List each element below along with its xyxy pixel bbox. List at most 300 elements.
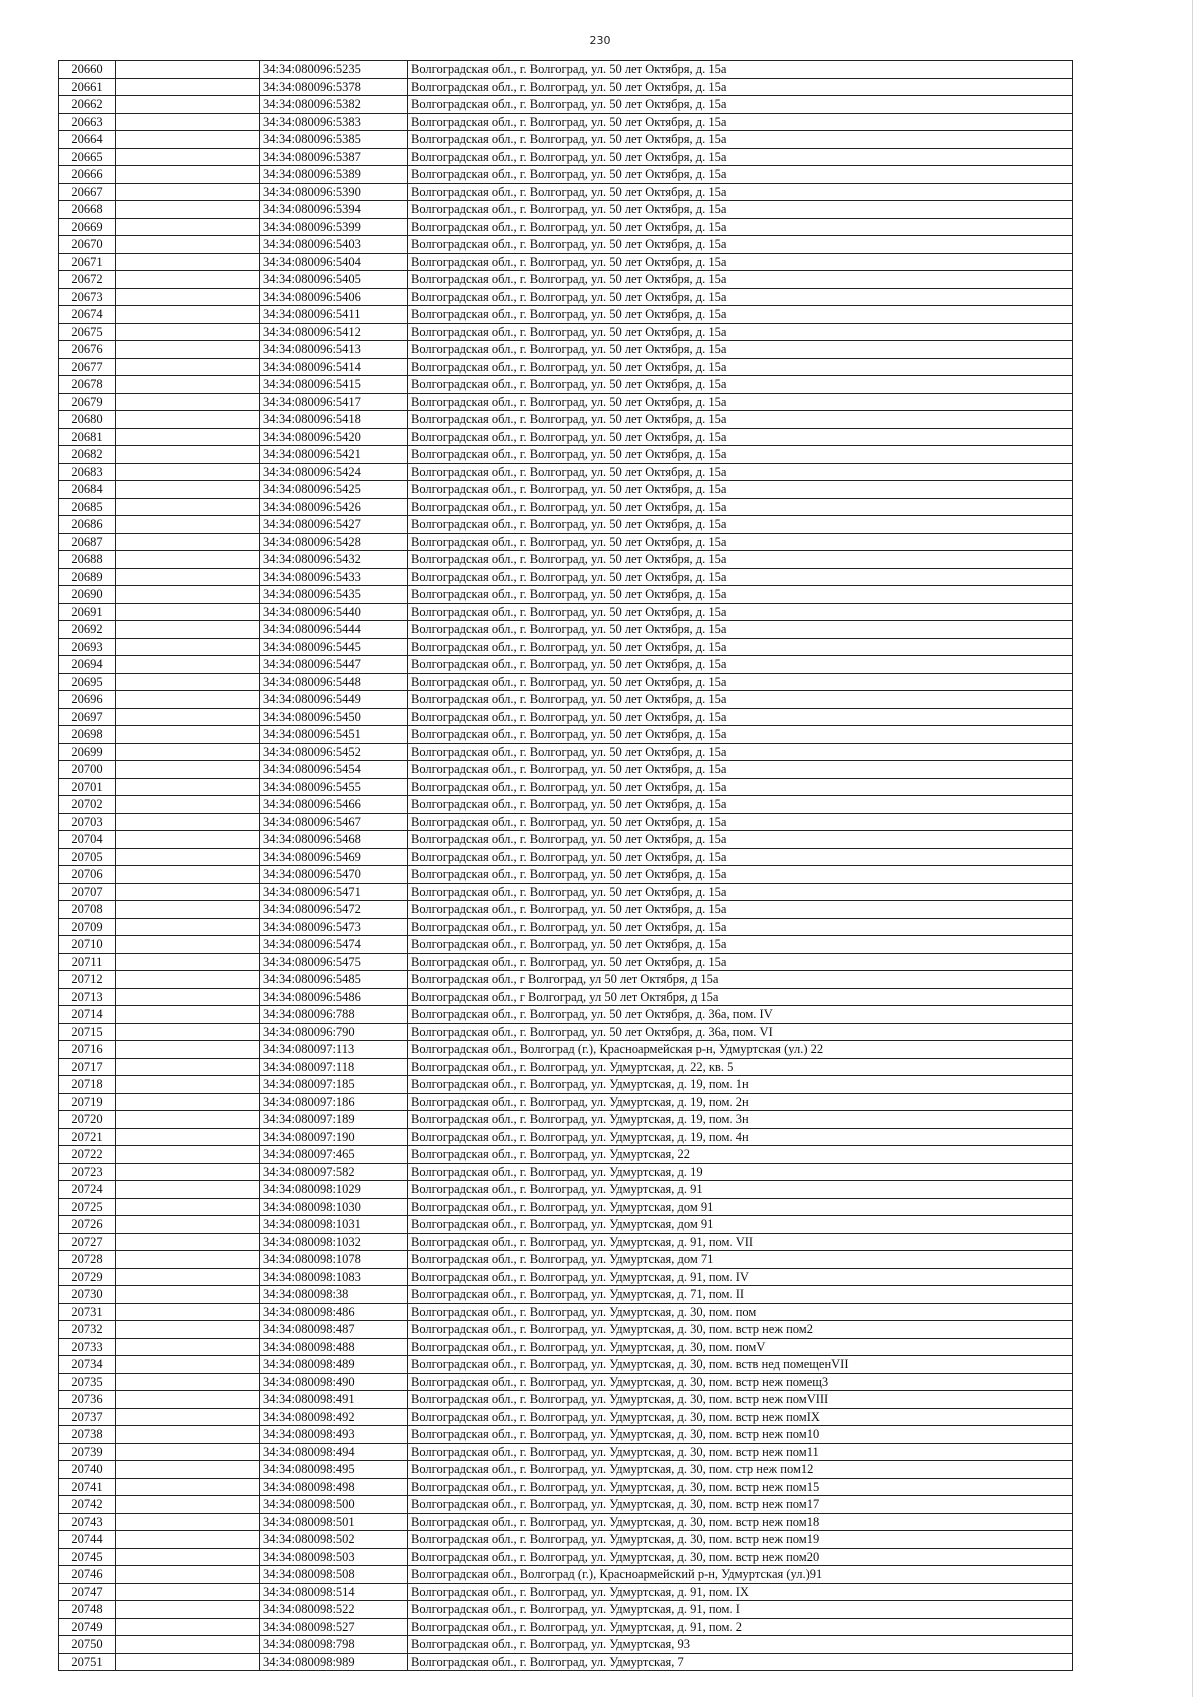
- row-number-cell: 20685: [59, 498, 116, 516]
- table-row: [59, 673, 1073, 691]
- address-cell: Волгоградская обл., г. Волгоград, ул. Удмуртская, д. 30, пом. встр неж пом2: [408, 1321, 1073, 1339]
- table-row: [59, 533, 1073, 551]
- row-number-cell: 20692: [59, 621, 116, 639]
- cadastral-number-cell: 34:34:080098:500: [260, 1496, 408, 1514]
- cadastral-number-cell: 34:34:080098:508: [260, 1566, 408, 1584]
- address-cell: Волгоградская обл., г. Волгоград, ул. 50 лет Октября, д. 15а: [408, 183, 1073, 201]
- address-cell: Волгоградская обл., г. Волгоград, ул. Удмуртская, д. 30, пом. встр неж пом20: [408, 1548, 1073, 1566]
- address-cell: Волгоградская обл., г. Волгоград, ул. Удмуртская, д. 91, пом. IV: [408, 1268, 1073, 1286]
- address-cell: Волгоградская обл., г. Волгоград, ул. 50 лет Октября, д. 36а, пом. IV: [408, 1006, 1073, 1024]
- row-number-cell: 20743: [59, 1513, 116, 1531]
- cadastral-number-cell: 34:34:080098:487: [260, 1321, 408, 1339]
- row-number-cell: 20710: [59, 936, 116, 954]
- row-number-cell: 20682: [59, 446, 116, 464]
- table-row: [59, 1006, 1073, 1024]
- table-row: [59, 761, 1073, 779]
- row-number-cell: 20713: [59, 988, 116, 1006]
- table-row: [59, 936, 1073, 954]
- blank-cell: [116, 166, 260, 184]
- address-cell: Волгоградская обл., г. Волгоград, ул. 50 лет Октября, д. 15а: [408, 551, 1073, 569]
- cadastral-number-cell: 34:34:080096:5385: [260, 131, 408, 149]
- table-row: [59, 1216, 1073, 1234]
- table-row: [59, 1251, 1073, 1269]
- blank-cell: [116, 568, 260, 586]
- cadastral-number-cell: 34:34:080098:1031: [260, 1216, 408, 1234]
- cadastral-number-cell: 34:34:080096:5378: [260, 78, 408, 96]
- row-number-cell: 20679: [59, 393, 116, 411]
- blank-cell: [116, 796, 260, 814]
- row-number-cell: 20719: [59, 1093, 116, 1111]
- blank-cell: [116, 1461, 260, 1479]
- table-row: [59, 551, 1073, 569]
- address-cell: Волгоградская обл., г. Волгоград, ул. Удмуртская, д. 30, пом. встр неж пом18: [408, 1513, 1073, 1531]
- address-cell: Волгоградская обл., г. Волгоград, ул. Удмуртская, д. 30, пом. встр неж пом11: [408, 1443, 1073, 1461]
- cadastral-number-cell: 34:34:080096:5467: [260, 813, 408, 831]
- table-row: [59, 376, 1073, 394]
- address-cell: Волгоградская обл., г. Волгоград, ул. 50 лет Октября, д. 15а: [408, 918, 1073, 936]
- blank-cell: [116, 953, 260, 971]
- address-cell: Волгоградская обл., г. Волгоград, ул. 50 лет Октября, д. 15а: [408, 691, 1073, 709]
- table-row: [59, 1338, 1073, 1356]
- row-number-cell: 20690: [59, 586, 116, 604]
- table-row: [59, 656, 1073, 674]
- address-cell: Волгоградская обл., г. Волгоград, ул. Удмуртская, д. 19, пом. 4н: [408, 1128, 1073, 1146]
- cadastral-number-cell: 34:34:080096:5445: [260, 638, 408, 656]
- row-number-cell: 20680: [59, 411, 116, 429]
- row-number-cell: 20717: [59, 1058, 116, 1076]
- blank-cell: [116, 936, 260, 954]
- blank-cell: [116, 1093, 260, 1111]
- address-cell: Волгоградская обл., г. Волгоград, ул. 50 лет Октября, д. 15а: [408, 61, 1073, 79]
- cadastral-number-cell: 34:34:080098:494: [260, 1443, 408, 1461]
- cadastral-number-cell: 34:34:080098:501: [260, 1513, 408, 1531]
- row-number-cell: 20739: [59, 1443, 116, 1461]
- row-number-cell: 20705: [59, 848, 116, 866]
- blank-cell: [116, 831, 260, 849]
- blank-cell: [116, 236, 260, 254]
- table-row: [59, 831, 1073, 849]
- address-cell: Волгоградская обл., г. Волгоград, ул. 50 лет Октября, д. 15а: [408, 288, 1073, 306]
- blank-cell: [116, 1251, 260, 1269]
- cadastral-number-cell: 34:34:080096:5428: [260, 533, 408, 551]
- row-number-cell: 20662: [59, 96, 116, 114]
- table-row: [59, 323, 1073, 341]
- address-cell: Волгоградская обл., Волгоград (г.), Красноармейская р-н, Удмуртская (ул.) 22: [408, 1041, 1073, 1059]
- address-cell: Волгоградская обл., г. Волгоград, ул. 50 лет Октября, д. 15а: [408, 358, 1073, 376]
- address-cell: Волгоградская обл., г. Волгоград, ул. 50 лет Октября, д. 15а: [408, 936, 1073, 954]
- row-number-cell: 20696: [59, 691, 116, 709]
- row-number-cell: 20742: [59, 1496, 116, 1514]
- cadastral-number-cell: 34:34:080096:5424: [260, 463, 408, 481]
- address-cell: Волгоградская обл., г. Волгоград, ул. 50 лет Октября, д. 15а: [408, 96, 1073, 114]
- blank-cell: [116, 918, 260, 936]
- row-number-cell: 20683: [59, 463, 116, 481]
- cadastral-number-cell: 34:34:080096:5425: [260, 481, 408, 499]
- cadastral-number-cell: 34:34:080096:5417: [260, 393, 408, 411]
- cadastral-number-cell: 34:34:080096:5468: [260, 831, 408, 849]
- blank-cell: [116, 883, 260, 901]
- cadastral-number-cell: 34:34:080096:5452: [260, 743, 408, 761]
- table-row: [59, 1303, 1073, 1321]
- table-row: [59, 1531, 1073, 1549]
- blank-cell: [116, 1373, 260, 1391]
- table-row: [59, 1093, 1073, 1111]
- table-row: [59, 1321, 1073, 1339]
- table-row: [59, 1443, 1073, 1461]
- blank-cell: [116, 253, 260, 271]
- row-number-cell: 20712: [59, 971, 116, 989]
- row-number-cell: 20736: [59, 1391, 116, 1409]
- blank-cell: [116, 323, 260, 341]
- address-cell: Волгоградская обл., г. Волгоград, ул. 50 лет Октября, д. 15а: [408, 831, 1073, 849]
- blank-cell: [116, 1128, 260, 1146]
- blank-cell: [116, 1006, 260, 1024]
- row-number-cell: 20732: [59, 1321, 116, 1339]
- cadastral-number-cell: 34:34:080096:5382: [260, 96, 408, 114]
- row-number-cell: 20735: [59, 1373, 116, 1391]
- address-cell: Волгоградская обл., г. Волгоград, ул. Удмуртская, д. 19, пом. 3н: [408, 1111, 1073, 1129]
- address-cell: Волгоградская обл., г. Волгоград, ул. 50 лет Октября, д. 15а: [408, 131, 1073, 149]
- cadastral-number-cell: 34:34:080098:502: [260, 1531, 408, 1549]
- blank-cell: [116, 288, 260, 306]
- table-row: [59, 201, 1073, 219]
- address-cell: Волгоградская обл., г. Волгоград, ул. 50 лет Октября, д. 15а: [408, 446, 1073, 464]
- blank-cell: [116, 358, 260, 376]
- blank-cell: [116, 201, 260, 219]
- table-row: [59, 708, 1073, 726]
- blank-cell: [116, 271, 260, 289]
- address-cell: Волгоградская обл., г. Волгоград, ул. 50 лет Октября, д. 15а: [408, 428, 1073, 446]
- blank-cell: [116, 498, 260, 516]
- row-number-cell: 20672: [59, 271, 116, 289]
- blank-cell: [116, 761, 260, 779]
- row-number-cell: 20711: [59, 953, 116, 971]
- blank-cell: [116, 1426, 260, 1444]
- table-row: [59, 61, 1073, 79]
- cadastral-number-cell: 34:34:080096:5474: [260, 936, 408, 954]
- blank-cell: [116, 866, 260, 884]
- table-row: [59, 971, 1073, 989]
- row-number-cell: 20720: [59, 1111, 116, 1129]
- table-row: [59, 1566, 1073, 1584]
- table-row: [59, 1023, 1073, 1041]
- cadastral-number-cell: 34:34:080098:522: [260, 1601, 408, 1619]
- table-row: [59, 1198, 1073, 1216]
- blank-cell: [116, 621, 260, 639]
- cadastral-number-cell: 34:34:080098:488: [260, 1338, 408, 1356]
- address-cell: Волгоградская обл., г. Волгоград, ул. 50 лет Октября, д. 15а: [408, 883, 1073, 901]
- blank-cell: [116, 393, 260, 411]
- blank-cell: [116, 586, 260, 604]
- address-cell: Волгоградская обл., г. Волгоград, ул. Удмуртская, д. 30, пом. встр неж пом15: [408, 1478, 1073, 1496]
- blank-cell: [116, 306, 260, 324]
- row-number-cell: 20667: [59, 183, 116, 201]
- row-number-cell: 20704: [59, 831, 116, 849]
- row-number-cell: 20725: [59, 1198, 116, 1216]
- cadastral-number-cell: 34:34:080098:514: [260, 1583, 408, 1601]
- address-cell: Волгоградская обл., г. Волгоград, ул. 50 лет Октября, д. 15а: [408, 516, 1073, 534]
- address-cell: Волгоградская обл., г. Волгоград, ул. 50 лет Октября, д. 15а: [408, 498, 1073, 516]
- table-row: [59, 481, 1073, 499]
- address-cell: Волгоградская обл., г. Волгоград, ул. 50 лет Октября, д. 15а: [408, 586, 1073, 604]
- blank-cell: [116, 131, 260, 149]
- address-cell: Волгоградская обл., г. Волгоград, ул. Удмуртская, д. 30, пом. встр неж пом10: [408, 1426, 1073, 1444]
- table-row: [59, 1163, 1073, 1181]
- address-cell: Волгоградская обл., г. Волгоград, ул. Удмуртская, д. 30, пом. встр неж пом19: [408, 1531, 1073, 1549]
- table-row: [59, 848, 1073, 866]
- cadastral-number-cell: 34:34:080098:1078: [260, 1251, 408, 1269]
- address-cell: Волгоградская обл., г. Волгоград, ул. 50 лет Октября, д. 15а: [408, 866, 1073, 884]
- blank-cell: [116, 743, 260, 761]
- cadastral-number-cell: 34:34:080098:486: [260, 1303, 408, 1321]
- blank-cell: [116, 113, 260, 131]
- blank-cell: [116, 708, 260, 726]
- table-row: [59, 726, 1073, 744]
- row-number-cell: 20745: [59, 1548, 116, 1566]
- address-cell: Волгоградская обл., г. Волгоград, ул. 50 лет Октября, д. 15а: [408, 796, 1073, 814]
- blank-cell: [116, 1146, 260, 1164]
- row-number-cell: 20702: [59, 796, 116, 814]
- blank-cell: [116, 1391, 260, 1409]
- row-number-cell: 20709: [59, 918, 116, 936]
- blank-cell: [116, 411, 260, 429]
- table-row: [59, 586, 1073, 604]
- cadastral-number-cell: 34:34:080096:5405: [260, 271, 408, 289]
- row-number-cell: 20695: [59, 673, 116, 691]
- table-row: [59, 1041, 1073, 1059]
- row-number-cell: 20750: [59, 1636, 116, 1654]
- row-number-cell: 20734: [59, 1356, 116, 1374]
- row-number-cell: 20715: [59, 1023, 116, 1041]
- row-number-cell: 20681: [59, 428, 116, 446]
- table-row: [59, 1128, 1073, 1146]
- row-number-cell: 20727: [59, 1233, 116, 1251]
- address-cell: Волгоградская обл., г. Волгоград, ул. 50 лет Октября, д. 15а: [408, 708, 1073, 726]
- row-number-cell: 20751: [59, 1653, 116, 1671]
- row-number-cell: 20740: [59, 1461, 116, 1479]
- table-row: [59, 1233, 1073, 1251]
- blank-cell: [116, 1041, 260, 1059]
- cadastral-number-cell: 34:34:080096:5415: [260, 376, 408, 394]
- row-number-cell: 20669: [59, 218, 116, 236]
- blank-cell: [116, 1181, 260, 1199]
- blank-cell: [116, 1653, 260, 1671]
- address-cell: Волгоградская обл., г. Волгоград, ул. 50 лет Октября, д. 15а: [408, 953, 1073, 971]
- blank-cell: [116, 516, 260, 534]
- cadastral-number-cell: 34:34:080098:38: [260, 1286, 408, 1304]
- cadastral-number-cell: 34:34:080096:5469: [260, 848, 408, 866]
- row-number-cell: 20694: [59, 656, 116, 674]
- address-cell: Волгоградская обл., г. Волгоград, ул. Удмуртская, дом 91: [408, 1198, 1073, 1216]
- row-number-cell: 20697: [59, 708, 116, 726]
- table-row: [59, 1461, 1073, 1479]
- row-number-cell: 20676: [59, 341, 116, 359]
- cadastral-number-cell: 34:34:080096:5447: [260, 656, 408, 674]
- address-cell: Волгоградская обл., г. Волгоград, ул. Удмуртская, дом 71: [408, 1251, 1073, 1269]
- row-number-cell: 20733: [59, 1338, 116, 1356]
- table-row: [59, 691, 1073, 709]
- blank-cell: [116, 1531, 260, 1549]
- row-number-cell: 20744: [59, 1531, 116, 1549]
- page-number: 230: [589, 34, 611, 47]
- table-row: [59, 446, 1073, 464]
- row-number-cell: 20701: [59, 778, 116, 796]
- row-number-cell: 20660: [59, 61, 116, 79]
- row-number-cell: 20674: [59, 306, 116, 324]
- blank-cell: [116, 1268, 260, 1286]
- row-number-cell: 20723: [59, 1163, 116, 1181]
- table-row: [59, 866, 1073, 884]
- address-cell: Волгоградская обл., Волгоград (г.), Красноармейский р-н, Удмуртская (ул.)91: [408, 1566, 1073, 1584]
- cadastral-number-cell: 34:34:080097:113: [260, 1041, 408, 1059]
- blank-cell: [116, 533, 260, 551]
- address-cell: Волгоградская обл., г. Волгоград, ул. Удмуртская, д. 30, пом. встр неж помIX: [408, 1408, 1073, 1426]
- address-cell: Волгоградская обл., г. Волгоград, ул. 50 лет Октября, д. 15а: [408, 638, 1073, 656]
- table-row: [59, 166, 1073, 184]
- blank-cell: [116, 1583, 260, 1601]
- table-row: [59, 603, 1073, 621]
- cadastral-number-cell: 34:34:080096:5473: [260, 918, 408, 936]
- cadastral-number-cell: 34:34:080096:5471: [260, 883, 408, 901]
- table-row: [59, 1181, 1073, 1199]
- cadastral-number-cell: 34:34:080098:490: [260, 1373, 408, 1391]
- table-row: [59, 813, 1073, 831]
- address-cell: Волгоградская обл., г. Волгоград, ул. Удмуртская, 7: [408, 1653, 1073, 1671]
- address-cell: Волгоградская обл., г. Волгоград, ул. 50 лет Октября, д. 15а: [408, 673, 1073, 691]
- address-cell: Волгоградская обл., г. Волгоград, ул. 50 лет Октября, д. 15а: [408, 481, 1073, 499]
- blank-cell: [116, 638, 260, 656]
- cadastral-number-cell: 34:34:080096:5475: [260, 953, 408, 971]
- address-cell: Волгоградская обл., г. Волгоград, ул. 50 лет Октября, д. 15а: [408, 726, 1073, 744]
- cadastral-number-cell: 34:34:080098:498: [260, 1478, 408, 1496]
- row-number-cell: 20703: [59, 813, 116, 831]
- address-cell: Волгоградская обл., г Волгоград, ул 50 лет Октября, д 15а: [408, 988, 1073, 1006]
- table-row: [59, 1426, 1073, 1444]
- row-number-cell: 20678: [59, 376, 116, 394]
- blank-cell: [116, 1216, 260, 1234]
- table-row: [59, 131, 1073, 149]
- table-row: [59, 953, 1073, 971]
- row-number-cell: 20684: [59, 481, 116, 499]
- table-row: [59, 306, 1073, 324]
- address-cell: Волгоградская обл., г. Волгоград, ул. Удмуртская, д. 19: [408, 1163, 1073, 1181]
- address-cell: Волгоградская обл., г. Волгоград, ул. 50 лет Октября, д. 15а: [408, 393, 1073, 411]
- cadastral-number-cell: 34:34:080096:5418: [260, 411, 408, 429]
- cadastral-number-cell: 34:34:080096:5455: [260, 778, 408, 796]
- blank-cell: [116, 656, 260, 674]
- blank-cell: [116, 1601, 260, 1619]
- blank-cell: [116, 901, 260, 919]
- blank-cell: [116, 603, 260, 621]
- address-cell: Волгоградская обл., г. Волгоград, ул. Удмуртская, д. 19, пом. 2н: [408, 1093, 1073, 1111]
- blank-cell: [116, 428, 260, 446]
- table-row: [59, 253, 1073, 271]
- address-cell: Волгоградская обл., г. Волгоград, ул. Удмуртская, д. 71, пом. II: [408, 1286, 1073, 1304]
- address-cell: Волгоградская обл., г. Волгоград, ул. 50 лет Октября, д. 15а: [408, 813, 1073, 831]
- table-row: [59, 1408, 1073, 1426]
- table-row: [59, 1286, 1073, 1304]
- address-cell: Волгоградская обл., г. Волгоград, ул. Удмуртская, д. 30, пом. встр неж помVIII: [408, 1391, 1073, 1409]
- address-cell: Волгоградская обл., г. Волгоград, ул. 50 лет Октября, д. 15а: [408, 411, 1073, 429]
- row-number-cell: 20746: [59, 1566, 116, 1584]
- table-row: [59, 1058, 1073, 1076]
- table-row: [59, 638, 1073, 656]
- cadastral-number-cell: 34:34:080096:5383: [260, 113, 408, 131]
- blank-cell: [116, 1286, 260, 1304]
- row-number-cell: 20721: [59, 1128, 116, 1146]
- table-row: [59, 743, 1073, 761]
- table-row: [59, 1111, 1073, 1129]
- blank-cell: [116, 481, 260, 499]
- cadastral-number-cell: 34:34:080098:527: [260, 1618, 408, 1636]
- address-cell: Волгоградская обл., г. Волгоград, ул. 50 лет Октября, д. 15а: [408, 376, 1073, 394]
- cadastral-number-cell: 34:34:080096:5399: [260, 218, 408, 236]
- cadastral-number-cell: 34:34:080096:5403: [260, 236, 408, 254]
- cadastral-number-cell: 34:34:080096:5421: [260, 446, 408, 464]
- scan-edge-line: [1192, 0, 1193, 1697]
- row-number-cell: 20687: [59, 533, 116, 551]
- address-cell: Волгоградская обл., г. Волгоград, ул. Удмуртская, д. 22, кв. 5: [408, 1058, 1073, 1076]
- address-cell: Волгоградская обл., г. Волгоград, ул. 50 лет Октября, д. 15а: [408, 271, 1073, 289]
- address-cell: Волгоградская обл., г. Волгоград, ул. 50 лет Октября, д. 15а: [408, 236, 1073, 254]
- address-cell: Волгоградская обл., г. Волгоград, ул. 50 лет Октября, д. 15а: [408, 78, 1073, 96]
- row-number-cell: 20749: [59, 1618, 116, 1636]
- address-cell: Волгоградская обл., г. Волгоград, ул. 50 лет Октября, д. 15а: [408, 848, 1073, 866]
- cadastral-number-cell: 34:34:080097:118: [260, 1058, 408, 1076]
- address-cell: Волгоградская обл., г. Волгоград, ул. 50 лет Октября, д. 15а: [408, 323, 1073, 341]
- cadastral-number-cell: 34:34:080098:1083: [260, 1268, 408, 1286]
- row-number-cell: 20728: [59, 1251, 116, 1269]
- blank-cell: [116, 1198, 260, 1216]
- blank-cell: [116, 78, 260, 96]
- table-row: [59, 1513, 1073, 1531]
- address-cell: Волгоградская обл., г. Волгоград, ул. 50 лет Октября, д. 15а: [408, 201, 1073, 219]
- table-row: [59, 778, 1073, 796]
- cadastral-number-cell: 34:34:080098:492: [260, 1408, 408, 1426]
- cadastral-number-cell: 34:34:080096:5454: [260, 761, 408, 779]
- row-number-cell: 20670: [59, 236, 116, 254]
- row-number-cell: 20673: [59, 288, 116, 306]
- row-number-cell: 20707: [59, 883, 116, 901]
- row-number-cell: 20689: [59, 568, 116, 586]
- row-number-cell: 20708: [59, 901, 116, 919]
- blank-cell: [116, 1496, 260, 1514]
- address-cell: Волгоградская обл., г. Волгоград, ул. Удмуртская, д. 91, пом. I: [408, 1601, 1073, 1619]
- cadastral-number-cell: 34:34:080096:5435: [260, 586, 408, 604]
- cadastral-number-cell: 34:34:080096:5433: [260, 568, 408, 586]
- blank-cell: [116, 446, 260, 464]
- address-cell: Волгоградская обл., г. Волгоград, ул. 50 лет Октября, д. 15а: [408, 148, 1073, 166]
- registry-table: [58, 60, 1073, 1671]
- row-number-cell: 20686: [59, 516, 116, 534]
- cadastral-number-cell: 34:34:080098:489: [260, 1356, 408, 1374]
- blank-cell: [116, 778, 260, 796]
- cadastral-number-cell: 34:34:080097:189: [260, 1111, 408, 1129]
- address-cell: Волгоградская обл., г. Волгоград, ул. Удмуртская, д. 30, пом. встр неж пом17: [408, 1496, 1073, 1514]
- address-cell: Волгоградская обл., г. Волгоград, ул. Удмуртская, д. 91, пом. VII: [408, 1233, 1073, 1251]
- row-number-cell: 20738: [59, 1426, 116, 1444]
- table-row: [59, 1601, 1073, 1619]
- cadastral-number-cell: 34:34:080096:5404: [260, 253, 408, 271]
- cadastral-number-cell: 34:34:080096:5450: [260, 708, 408, 726]
- cadastral-number-cell: 34:34:080097:190: [260, 1128, 408, 1146]
- row-number-cell: 20726: [59, 1216, 116, 1234]
- blank-cell: [116, 673, 260, 691]
- row-number-cell: 20664: [59, 131, 116, 149]
- row-number-cell: 20724: [59, 1181, 116, 1199]
- blank-cell: [116, 1356, 260, 1374]
- table-row: [59, 988, 1073, 1006]
